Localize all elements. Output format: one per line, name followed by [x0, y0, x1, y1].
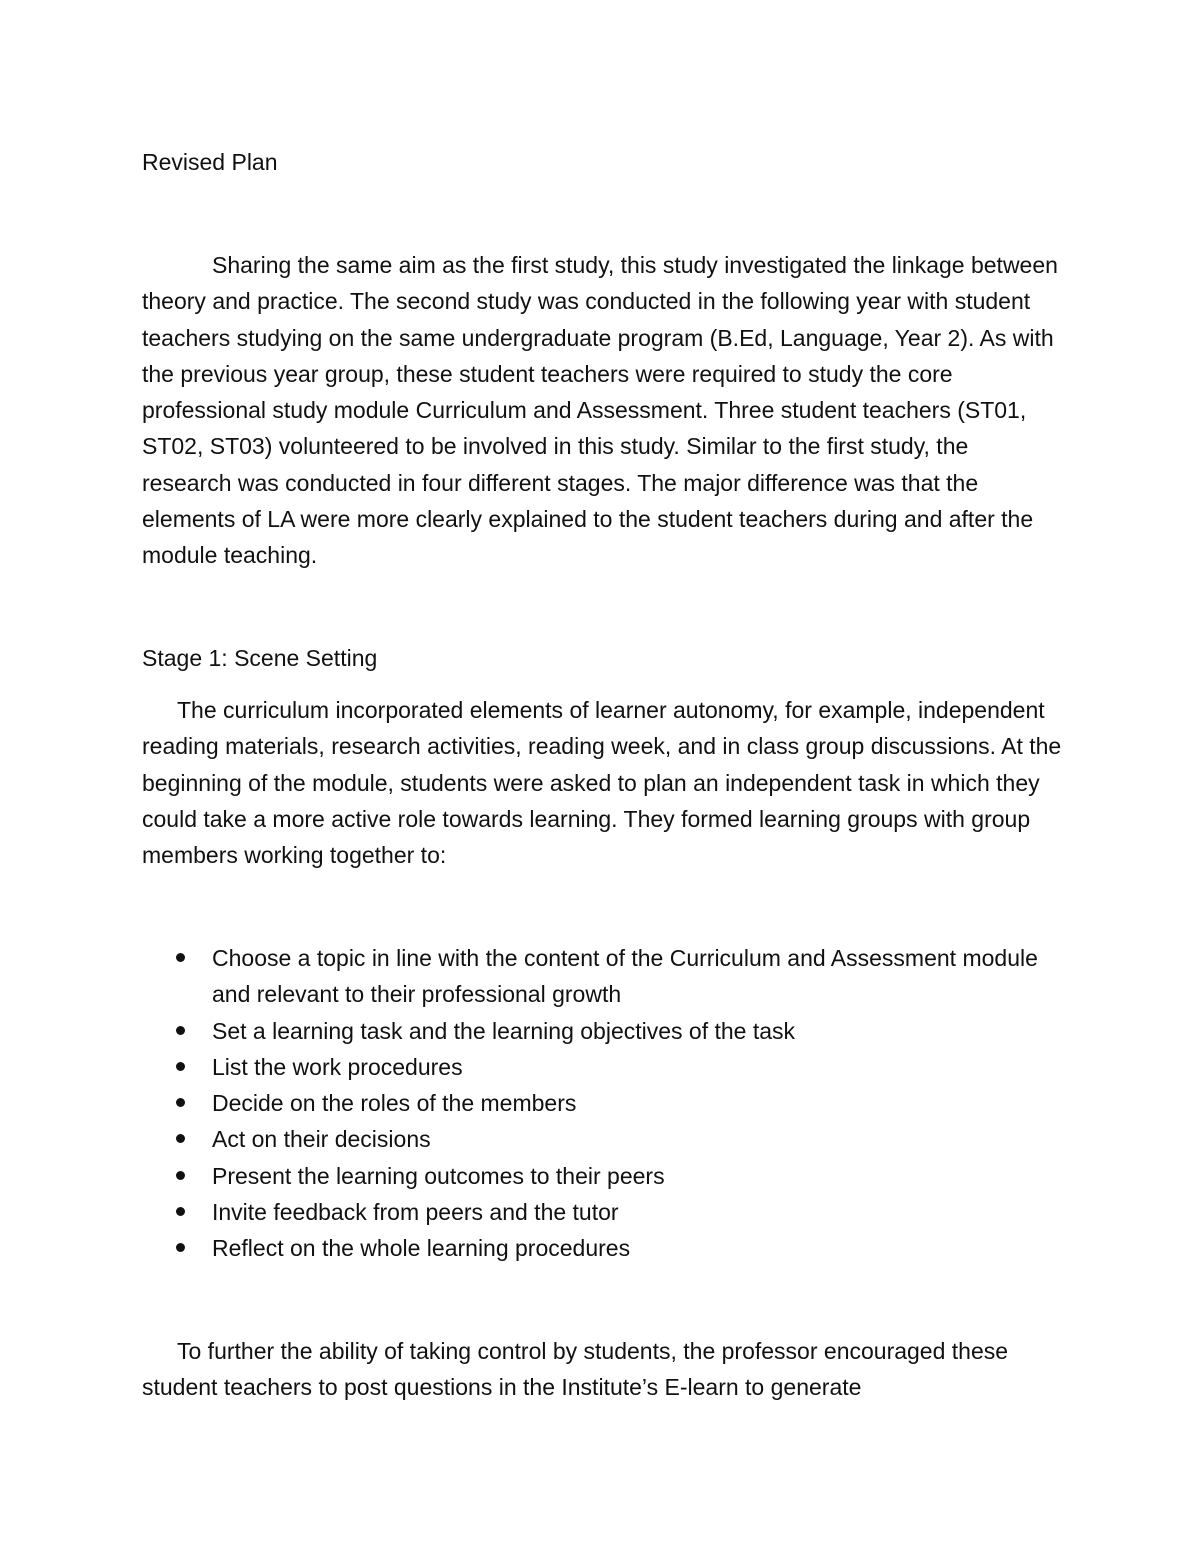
list-item-text: Present the learning outcomes to their peers	[212, 1162, 665, 1189]
list-item-text: Invite feedback from peers and the tutor	[212, 1199, 619, 1226]
bullet-icon	[176, 953, 185, 962]
list-item-text: Choose a topic in line with the content of the Curriculum and Assessment module and relevant to their professional growth	[212, 945, 1038, 1008]
list-item	[142, 1013, 1042, 1049]
bullet-icon	[176, 1134, 185, 1143]
list-item-text: Decide on the roles of the members	[212, 1090, 577, 1117]
list-item	[142, 940, 1042, 1013]
bullet-icon	[176, 1062, 185, 1071]
bullet-icon	[176, 1171, 185, 1180]
section-heading: Stage 1: Scene Setting	[142, 645, 378, 671]
list-item	[142, 1230, 1042, 1266]
list-item-text: Act on their decisions	[212, 1126, 431, 1153]
paragraph-intro: Sharing the same aim as the first study, this study investigated the linkage between theory and practice. The second study was conducted in the following year with student teachers studying on the same undergraduate program (B.Ed, Language, Year 2). As with the previous year group, these student teachers were required to study the core professional study module Curriculum and Assessment. Three student teachers (ST01, ST02, ST03) volunteered to be involved in this study. Similar to the first study, the research was conducted in four different stages. The major difference was that the elements of LA were more clearly explained to the student teachers during and after the module teaching.	[142, 252, 1058, 569]
bullet-icon	[176, 1243, 185, 1252]
list-item-text: Set a learning task and the learning objectives of the task	[212, 1017, 796, 1044]
list-item	[142, 1121, 1042, 1157]
bullet-icon	[176, 1207, 185, 1216]
document-title: Revised Plan	[142, 149, 278, 175]
paragraph-stage-1: The curriculum incorporated elements of learner autonomy, for example, independent reading materials, research activities, reading week, and in class group discussions. At the beginning of the module, students were asked to plan an independent task in which they could take a more active role towards learning. They formed learning groups with group members working together to:	[142, 697, 1062, 869]
list-item	[142, 1194, 1042, 1230]
task-bullet-list	[142, 940, 1042, 1267]
paragraph-continuation: To further the ability of taking control by students, the professor encouraged these student teachers to post questions in the Institute’s E-learn to generate	[142, 1338, 1009, 1401]
bullet-icon	[176, 1026, 185, 1035]
bullet-icon	[176, 1098, 185, 1107]
list-item	[142, 1085, 1042, 1121]
list-item-text: Reflect on the whole learning procedures	[212, 1235, 631, 1262]
list-item	[142, 1158, 1042, 1194]
list-item-text: List the work procedures	[212, 1053, 463, 1080]
list-item	[142, 1049, 1042, 1085]
